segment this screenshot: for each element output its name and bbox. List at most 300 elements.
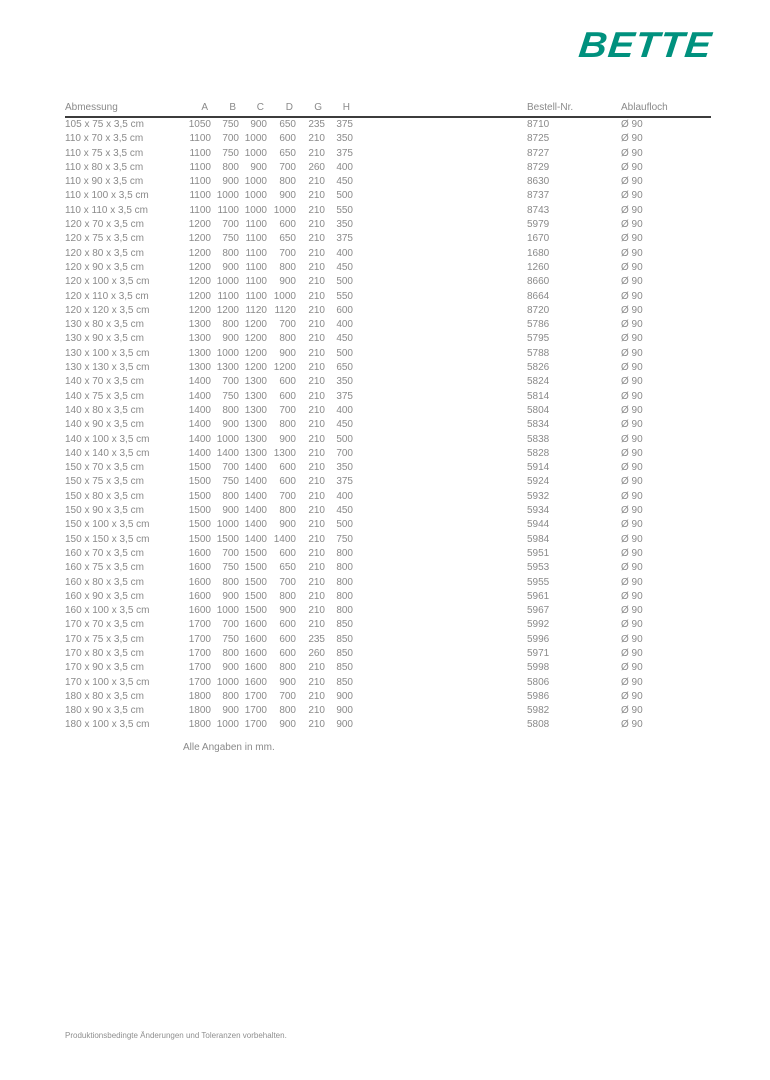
cell-c: 1100	[245, 261, 267, 273]
cell-ablaufloch: Ø 90	[621, 333, 643, 345]
cell-g: 210	[308, 719, 325, 731]
cell-g: 210	[308, 404, 325, 416]
cell-a: 1400	[188, 390, 211, 402]
cell-h: 450	[336, 419, 353, 431]
cell-a: 1300	[188, 319, 211, 331]
cell-bestell-nr: 5838	[527, 433, 550, 445]
column-header-b: B	[229, 102, 236, 113]
cell-c: 1700	[244, 719, 267, 731]
cell-a: 1500	[188, 519, 211, 531]
cell-abmessung: 120 x 120 x 3,5 cm	[65, 304, 150, 316]
cell-h: 350	[336, 376, 353, 388]
cell-ablaufloch: Ø 90	[621, 319, 643, 331]
cell-h: 500	[336, 347, 353, 359]
footer-disclaimer: Produktionsbedingte Änderungen und Toleranzen vorbehalten.	[65, 1031, 287, 1040]
cell-d: 650	[279, 119, 296, 130]
cell-g: 210	[308, 261, 325, 273]
cell-abmessung: 170 x 75 x 3,5 cm	[65, 633, 144, 645]
cell-bestell-nr: 1260	[527, 261, 550, 273]
cell-bestell-nr: 5996	[527, 633, 550, 645]
table-row	[65, 332, 711, 346]
cell-h: 850	[336, 662, 353, 674]
cell-d: 600	[279, 133, 296, 145]
table-row	[65, 661, 711, 675]
cell-g: 210	[308, 505, 325, 517]
cell-c: 1500	[244, 562, 267, 574]
cell-h: 850	[336, 676, 353, 688]
cell-a: 1300	[188, 347, 211, 359]
cell-b: 800	[222, 490, 239, 502]
cell-abmessung: 170 x 70 x 3,5 cm	[65, 619, 144, 631]
cell-g: 210	[308, 376, 325, 388]
cell-b: 1000	[216, 676, 239, 688]
cell-g: 210	[308, 562, 325, 574]
cell-a: 1200	[188, 290, 211, 302]
cell-g: 210	[308, 276, 325, 288]
cell-g: 210	[308, 676, 325, 688]
cell-bestell-nr: 8664	[527, 290, 550, 302]
cell-abmessung: 160 x 80 x 3,5 cm	[65, 576, 144, 588]
cell-d: 1000	[273, 290, 296, 302]
cell-h: 850	[336, 619, 353, 631]
cell-d: 800	[279, 705, 296, 717]
cell-ablaufloch: Ø 90	[621, 290, 643, 302]
cell-h: 900	[336, 690, 353, 702]
cell-a: 1100	[189, 161, 211, 173]
cell-abmessung: 140 x 75 x 3,5 cm	[65, 390, 144, 402]
cell-ablaufloch: Ø 90	[621, 576, 643, 588]
units-note: Alle Angaben in mm.	[183, 741, 275, 753]
cell-b: 900	[222, 590, 239, 602]
cell-d: 1000	[273, 204, 296, 216]
cell-bestell-nr: 5824	[527, 376, 550, 388]
cell-h: 375	[336, 233, 353, 245]
cell-b: 900	[222, 419, 239, 431]
cell-b: 1000	[216, 276, 239, 288]
cell-ablaufloch: Ø 90	[621, 590, 643, 602]
cell-h: 400	[336, 404, 353, 416]
cell-g: 210	[308, 519, 325, 531]
cell-h: 400	[336, 490, 353, 502]
cell-abmessung: 180 x 100 x 3,5 cm	[65, 719, 150, 731]
cell-a: 1100	[189, 190, 211, 202]
cell-g: 210	[308, 476, 325, 488]
cell-h: 500	[336, 433, 353, 445]
cell-abmessung: 160 x 70 x 3,5 cm	[65, 547, 144, 559]
cell-b: 800	[222, 576, 239, 588]
cell-h: 450	[336, 261, 353, 273]
cell-b: 900	[222, 333, 239, 345]
cell-ablaufloch: Ø 90	[621, 219, 643, 231]
cell-c: 1200	[244, 362, 267, 374]
column-header-ablaufloch: Ablaufloch	[621, 102, 668, 113]
cell-bestell-nr: 5814	[527, 390, 550, 402]
cell-bestell-nr: 5953	[527, 562, 550, 574]
cell-bestell-nr: 5924	[527, 476, 550, 488]
cell-ablaufloch: Ø 90	[621, 190, 643, 202]
cell-ablaufloch: Ø 90	[621, 419, 643, 431]
cell-c: 1500	[244, 590, 267, 602]
cell-b: 800	[222, 647, 239, 659]
cell-g: 210	[308, 133, 325, 145]
cell-a: 1400	[188, 376, 211, 388]
cell-d: 800	[279, 419, 296, 431]
cell-a: 1600	[188, 576, 211, 588]
cell-bestell-nr: 8743	[527, 204, 550, 216]
column-header-bestell-nr: Bestell-Nr.	[527, 102, 574, 113]
table-row	[65, 247, 711, 261]
cell-g: 210	[308, 190, 325, 202]
cell-ablaufloch: Ø 90	[621, 547, 643, 559]
cell-d: 1200	[273, 362, 296, 374]
table-row	[65, 375, 711, 389]
cell-abmessung: 150 x 70 x 3,5 cm	[65, 462, 144, 474]
cell-ablaufloch: Ø 90	[621, 676, 643, 688]
cell-b: 800	[222, 319, 239, 331]
cell-g: 210	[308, 547, 325, 559]
table-row	[65, 461, 711, 475]
cell-c: 1200	[244, 347, 267, 359]
cell-abmessung: 150 x 100 x 3,5 cm	[65, 519, 150, 531]
cell-b: 800	[222, 404, 239, 416]
cell-b: 700	[222, 133, 239, 145]
cell-a: 1400	[188, 447, 211, 459]
column-header-c: C	[256, 102, 264, 113]
cell-h: 550	[336, 290, 353, 302]
cell-a: 1300	[188, 362, 211, 374]
cell-ablaufloch: Ø 90	[621, 233, 643, 245]
cell-a: 1700	[188, 676, 211, 688]
cell-a: 1100	[189, 204, 211, 216]
cell-ablaufloch: Ø 90	[621, 276, 643, 288]
cell-a: 1500	[188, 533, 211, 545]
cell-b: 750	[222, 119, 239, 130]
cell-ablaufloch: Ø 90	[621, 533, 643, 545]
cell-abmessung: 120 x 70 x 3,5 cm	[65, 219, 144, 231]
cell-b: 1500	[216, 533, 239, 545]
cell-abmessung: 170 x 100 x 3,5 cm	[65, 676, 150, 688]
table-row	[65, 576, 711, 590]
cell-d: 900	[279, 605, 296, 617]
cell-ablaufloch: Ø 90	[621, 147, 643, 159]
bette-logo: BETTE	[576, 24, 715, 65]
cell-a: 1700	[188, 633, 211, 645]
table-row	[65, 118, 711, 132]
cell-abmessung: 150 x 90 x 3,5 cm	[65, 505, 144, 517]
column-header-g: G	[314, 102, 322, 113]
table-body	[65, 118, 711, 733]
cell-d: 600	[279, 462, 296, 474]
cell-bestell-nr: 5951	[527, 547, 550, 559]
table-row	[65, 561, 711, 575]
cell-ablaufloch: Ø 90	[621, 261, 643, 273]
cell-c: 1000	[244, 190, 267, 202]
table-row	[65, 590, 711, 604]
cell-abmessung: 130 x 100 x 3,5 cm	[65, 347, 150, 359]
cell-h: 450	[336, 176, 353, 188]
cell-abmessung: 130 x 90 x 3,5 cm	[65, 333, 144, 345]
cell-ablaufloch: Ø 90	[621, 347, 643, 359]
cell-bestell-nr: 5806	[527, 676, 550, 688]
table-row	[65, 433, 711, 447]
cell-abmessung: 170 x 90 x 3,5 cm	[65, 662, 144, 674]
cell-g: 210	[308, 576, 325, 588]
cell-d: 800	[279, 176, 296, 188]
cell-c: 1300	[244, 390, 267, 402]
table-row	[65, 633, 711, 647]
table-row	[65, 676, 711, 690]
cell-abmessung: 160 x 100 x 3,5 cm	[65, 605, 150, 617]
cell-bestell-nr: 5971	[527, 647, 550, 659]
cell-a: 1600	[188, 562, 211, 574]
cell-b: 800	[222, 690, 239, 702]
cell-abmessung: 160 x 75 x 3,5 cm	[65, 562, 144, 574]
cell-abmessung: 140 x 100 x 3,5 cm	[65, 433, 150, 445]
cell-d: 900	[279, 190, 296, 202]
table-row	[65, 175, 711, 189]
cell-h: 375	[336, 390, 353, 402]
cell-g: 210	[308, 247, 325, 259]
cell-h: 375	[336, 119, 353, 130]
cell-b: 900	[222, 705, 239, 717]
cell-ablaufloch: Ø 90	[621, 304, 643, 316]
cell-abmessung: 140 x 70 x 3,5 cm	[65, 376, 144, 388]
cell-d: 900	[279, 433, 296, 445]
cell-c: 1600	[244, 633, 267, 645]
cell-abmessung: 140 x 90 x 3,5 cm	[65, 419, 144, 431]
cell-b: 700	[222, 547, 239, 559]
cell-a: 1400	[188, 404, 211, 416]
cell-b: 1400	[216, 447, 239, 459]
cell-b: 900	[222, 261, 239, 273]
cell-d: 600	[279, 633, 296, 645]
cell-bestell-nr: 5914	[527, 462, 550, 474]
cell-c: 1600	[244, 676, 267, 688]
cell-g: 210	[308, 419, 325, 431]
cell-c: 1400	[244, 490, 267, 502]
cell-b: 700	[222, 619, 239, 631]
cell-bestell-nr: 8710	[527, 119, 550, 130]
cell-a: 1200	[188, 219, 211, 231]
cell-ablaufloch: Ø 90	[621, 433, 643, 445]
cell-bestell-nr: 5986	[527, 690, 550, 702]
cell-a: 1600	[188, 547, 211, 559]
cell-h: 750	[336, 533, 353, 545]
cell-d: 600	[279, 547, 296, 559]
cell-bestell-nr: 5826	[527, 362, 550, 374]
cell-a: 1050	[188, 119, 211, 130]
cell-g: 210	[308, 662, 325, 674]
cell-g: 210	[308, 204, 325, 216]
cell-c: 1000	[244, 147, 267, 159]
cell-abmessung: 140 x 140 x 3,5 cm	[65, 447, 150, 459]
cell-b: 750	[222, 633, 239, 645]
cell-h: 350	[336, 219, 353, 231]
cell-bestell-nr: 5944	[527, 519, 550, 531]
cell-bestell-nr: 5984	[527, 533, 550, 545]
cell-abmessung: 150 x 80 x 3,5 cm	[65, 490, 144, 502]
cell-d: 800	[279, 662, 296, 674]
cell-a: 1700	[188, 619, 211, 631]
cell-d: 600	[279, 390, 296, 402]
cell-d: 900	[279, 276, 296, 288]
cell-d: 600	[279, 647, 296, 659]
cell-a: 1400	[188, 419, 211, 431]
cell-h: 900	[336, 719, 353, 731]
cell-abmessung: 180 x 90 x 3,5 cm	[65, 705, 144, 717]
cell-g: 210	[308, 390, 325, 402]
table-header-row	[65, 100, 711, 118]
cell-g: 210	[308, 347, 325, 359]
cell-b: 700	[222, 376, 239, 388]
cell-c: 1100	[245, 219, 267, 231]
cell-h: 350	[336, 462, 353, 474]
table-row	[65, 204, 711, 218]
table-row	[65, 290, 711, 304]
cell-c: 1300	[244, 447, 267, 459]
cell-a: 1400	[188, 433, 211, 445]
cell-g: 210	[308, 233, 325, 245]
cell-b: 750	[222, 562, 239, 574]
cell-ablaufloch: Ø 90	[621, 362, 643, 374]
cell-bestell-nr: 5982	[527, 705, 550, 717]
cell-h: 800	[336, 547, 353, 559]
cell-ablaufloch: Ø 90	[621, 562, 643, 574]
cell-bestell-nr: 1670	[527, 233, 550, 245]
cell-c: 1500	[244, 576, 267, 588]
cell-c: 1200	[244, 319, 267, 331]
column-header-h: H	[342, 102, 350, 113]
cell-abmessung: 160 x 90 x 3,5 cm	[65, 590, 144, 602]
cell-abmessung: 110 x 80 x 3,5 cm	[65, 161, 144, 173]
table-row	[65, 690, 711, 704]
cell-d: 700	[279, 247, 296, 259]
cell-ablaufloch: Ø 90	[621, 376, 643, 388]
cell-b: 700	[222, 219, 239, 231]
table-row	[65, 218, 711, 232]
cell-d: 650	[279, 147, 296, 159]
cell-bestell-nr: 8660	[527, 276, 550, 288]
cell-c: 1600	[244, 647, 267, 659]
cell-b: 1300	[216, 362, 239, 374]
table-row	[65, 390, 711, 404]
cell-c: 1300	[244, 419, 267, 431]
table-row	[65, 161, 711, 175]
cell-b: 750	[222, 233, 239, 245]
cell-abmessung: 110 x 75 x 3,5 cm	[65, 147, 144, 159]
cell-h: 350	[336, 133, 353, 145]
cell-a: 1200	[188, 276, 211, 288]
cell-c: 1100	[245, 290, 267, 302]
cell-b: 1000	[216, 719, 239, 731]
cell-d: 800	[279, 590, 296, 602]
cell-d: 1400	[273, 533, 296, 545]
cell-abmessung: 120 x 110 x 3,5 cm	[65, 290, 149, 302]
cell-b: 750	[222, 476, 239, 488]
cell-c: 1400	[244, 519, 267, 531]
cell-g: 210	[308, 333, 325, 345]
cell-d: 700	[279, 576, 296, 588]
cell-b: 1100	[217, 290, 239, 302]
cell-ablaufloch: Ø 90	[621, 447, 643, 459]
cell-abmessung: 120 x 100 x 3,5 cm	[65, 276, 150, 288]
cell-abmessung: 130 x 80 x 3,5 cm	[65, 319, 144, 331]
cell-ablaufloch: Ø 90	[621, 390, 643, 402]
cell-g: 210	[308, 176, 325, 188]
cell-b: 1100	[217, 204, 239, 216]
table-row	[65, 547, 711, 561]
cell-b: 1000	[216, 605, 239, 617]
table-row	[65, 475, 711, 489]
cell-c: 1400	[244, 533, 267, 545]
table-row	[65, 490, 711, 504]
cell-ablaufloch: Ø 90	[621, 633, 643, 645]
cell-a: 1800	[188, 719, 211, 731]
cell-d: 700	[279, 319, 296, 331]
cell-g: 210	[308, 533, 325, 545]
dimensions-table	[65, 100, 711, 754]
cell-g: 210	[308, 490, 325, 502]
cell-abmessung: 105 x 75 x 3,5 cm	[65, 119, 144, 130]
cell-g: 235	[308, 119, 325, 130]
cell-a: 1500	[188, 505, 211, 517]
cell-d: 900	[279, 676, 296, 688]
cell-c: 1120	[245, 304, 267, 316]
cell-abmessung: 150 x 150 x 3,5 cm	[65, 533, 150, 545]
table-row	[65, 447, 711, 461]
cell-a: 1100	[189, 176, 211, 188]
cell-d: 1300	[273, 447, 296, 459]
cell-h: 500	[336, 276, 353, 288]
column-header-a: A	[201, 102, 208, 113]
cell-ablaufloch: Ø 90	[621, 719, 643, 731]
cell-bestell-nr: 5967	[527, 605, 550, 617]
cell-g: 210	[308, 147, 325, 159]
cell-bestell-nr: 8725	[527, 133, 550, 145]
table-row	[65, 275, 711, 289]
cell-h: 500	[336, 190, 353, 202]
cell-a: 1500	[188, 490, 211, 502]
table-row	[65, 147, 711, 161]
cell-bestell-nr: 5979	[527, 219, 550, 231]
column-header-abmessung: Abmessung	[65, 102, 118, 113]
cell-g: 210	[308, 705, 325, 717]
cell-h: 400	[336, 319, 353, 331]
cell-c: 1400	[244, 476, 267, 488]
table-row	[65, 232, 711, 246]
cell-c: 1500	[244, 605, 267, 617]
cell-b: 1000	[216, 347, 239, 359]
cell-b: 1200	[216, 304, 239, 316]
cell-g: 210	[308, 219, 325, 231]
cell-b: 900	[222, 662, 239, 674]
cell-a: 1200	[188, 233, 211, 245]
cell-abmessung: 120 x 80 x 3,5 cm	[65, 247, 144, 259]
cell-d: 800	[279, 261, 296, 273]
table-row	[65, 347, 711, 361]
table-row	[65, 261, 711, 275]
table-row	[65, 518, 711, 532]
cell-c: 1600	[244, 619, 267, 631]
cell-d: 700	[279, 690, 296, 702]
cell-b: 750	[222, 390, 239, 402]
cell-h: 550	[336, 204, 353, 216]
cell-b: 1000	[216, 190, 239, 202]
table-row	[65, 418, 711, 432]
cell-h: 500	[336, 519, 353, 531]
table-row	[65, 189, 711, 203]
cell-a: 1200	[188, 247, 211, 259]
